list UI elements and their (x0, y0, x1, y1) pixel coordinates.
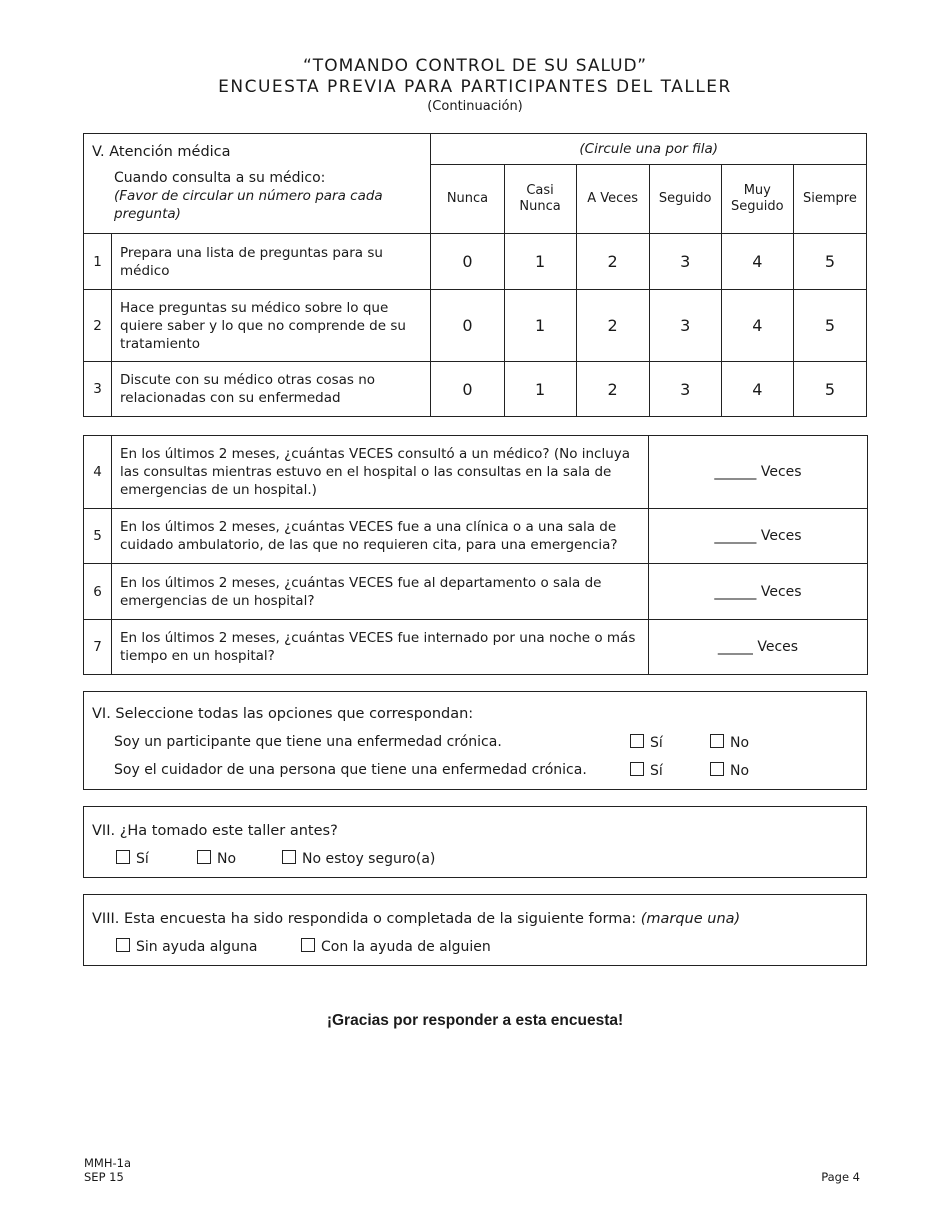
rating-option[interactable]: 0 (431, 362, 504, 417)
rating-option[interactable]: 1 (504, 290, 576, 362)
table-row (84, 620, 868, 675)
rating-option[interactable]: 5 (793, 290, 866, 362)
no-option[interactable]: No (710, 734, 749, 751)
document-title: “TOMANDO CONTROL DE SU SALUD” (303, 56, 647, 76)
section6-title: VI. Seleccione todas las opciones que correspondan: (92, 706, 474, 722)
section5-header (84, 134, 431, 234)
yes-option[interactable]: Sí (630, 734, 663, 751)
column-header: A Veces (576, 165, 649, 234)
document-subtitle: ENCUESTA PREVIA PARA PARTICIPANTES DEL TALLER (218, 77, 732, 97)
rating-option[interactable]: 3 (649, 290, 721, 362)
section7-title: VII. ¿Ha tomado este taller antes? (92, 823, 338, 839)
question-text: En los últimos 2 meses, ¿cuántas VECES fue a una clínica o a una sala de cuidado ambulatorio, de las que no requieren cita, para una emergencia? (112, 509, 649, 564)
table-row (84, 564, 868, 620)
times-answer-field[interactable]: _____ Veces (649, 620, 868, 675)
footer-form-info (84, 1156, 131, 1184)
option-no[interactable]: No (197, 850, 236, 867)
table-row (84, 509, 868, 564)
times-answer-field[interactable]: ______ Veces (649, 509, 868, 564)
question-text: En los últimos 2 meses, ¿cuántas VECES consultó a un médico? (No incluya las consultas mientras estuvo en el hospital o las consultas en la sala de emergencias de un hospital.) (112, 436, 649, 509)
section8-box (83, 894, 867, 966)
continued-label: (Continuación) (427, 99, 523, 114)
rating-option[interactable]: 5 (793, 234, 866, 290)
rating-option[interactable]: 3 (649, 362, 721, 417)
checkbox[interactable] (630, 734, 644, 748)
rating-option[interactable]: 4 (721, 234, 793, 290)
row-number: 7 (84, 620, 112, 675)
section6-item-text: Soy un participante que tiene una enfermedad crónica. (114, 734, 502, 750)
option-yes[interactable]: Sí (116, 850, 149, 867)
question-text: Hace preguntas su médico sobre lo que quiere saber y lo que no comprende de su tratamiento (112, 290, 431, 362)
option-with-help[interactable]: Con la ayuda de alguien (301, 938, 491, 955)
checkbox[interactable] (630, 762, 644, 776)
circle-instruction: (Circule una por fila) (431, 134, 867, 165)
column-header: Nunca (431, 165, 504, 234)
checkbox[interactable] (197, 850, 211, 864)
column-header: Casi Nunca (504, 165, 576, 234)
row-number: 6 (84, 564, 112, 620)
column-header: Siempre (793, 165, 866, 234)
checkbox[interactable] (116, 850, 130, 864)
form-code: MMH-1a (84, 1156, 132, 1170)
medical-care-table (83, 133, 867, 417)
rating-option[interactable]: 4 (721, 290, 793, 362)
no-option[interactable]: No (710, 762, 749, 779)
section5-title: V. Atención médica (92, 144, 231, 160)
section6-box (83, 691, 867, 790)
section7-box (83, 806, 867, 878)
section8-title: VIII. Esta encuesta ha sido respondida o completada de la siguiente forma: (marque una) (92, 911, 741, 927)
rating-option[interactable]: 0 (431, 234, 504, 290)
yes-option[interactable]: Sí (630, 762, 663, 779)
section5-note: (Favor de circular un número para cada pregunta) (114, 188, 383, 222)
thank-you-message: ¡Gracias por responder a esta encuesta! (326, 1012, 624, 1029)
checkbox[interactable] (710, 734, 724, 748)
column-header: Muy Seguido (721, 165, 793, 234)
table-row (84, 290, 867, 362)
question-text: Prepara una lista de preguntas para su médico (112, 234, 431, 290)
document-header (0, 56, 950, 115)
row-number: 3 (84, 362, 112, 417)
visits-table (83, 435, 868, 675)
rating-option[interactable]: 3 (649, 234, 721, 290)
rating-option[interactable]: 2 (576, 362, 649, 417)
option-not-sure[interactable]: No estoy seguro(a) (282, 850, 435, 867)
rating-option[interactable]: 1 (504, 362, 576, 417)
rating-option[interactable]: 0 (431, 290, 504, 362)
checkbox[interactable] (301, 938, 315, 952)
table-row (84, 436, 868, 509)
section5-subtitle: Cuando consulta a su médico: (114, 170, 326, 186)
table-row (84, 362, 867, 417)
rating-option[interactable]: 1 (504, 234, 576, 290)
question-text: Discute con su médico otras cosas no relacionadas con su enfermedad (112, 362, 431, 417)
rating-option[interactable]: 2 (576, 290, 649, 362)
table-row (84, 234, 867, 290)
form-date: SEP 15 (84, 1170, 124, 1184)
times-answer-field[interactable]: ______ Veces (649, 436, 868, 509)
checkbox[interactable] (282, 850, 296, 864)
checkbox[interactable] (116, 938, 130, 952)
section8-title-note: (marque una) (640, 911, 741, 927)
row-number: 2 (84, 290, 112, 362)
row-number: 4 (84, 436, 112, 509)
section6-item-text: Soy el cuidador de una persona que tiene una enfermedad crónica. (114, 762, 587, 778)
column-header: Seguido (649, 165, 721, 234)
times-answer-field[interactable]: ______ Veces (649, 564, 868, 620)
option-without-help[interactable]: Sin ayuda alguna (116, 938, 257, 955)
rating-option[interactable]: 5 (793, 362, 866, 417)
rating-option[interactable]: 4 (721, 362, 793, 417)
question-text: En los últimos 2 meses, ¿cuántas VECES fue internado por una noche o más tiempo en un hospital? (112, 620, 649, 675)
rating-option[interactable]: 2 (576, 234, 649, 290)
question-text: En los últimos 2 meses, ¿cuántas VECES fue al departamento o sala de emergencias de un hospital? (112, 564, 649, 620)
page-number: Page 4 (821, 1170, 860, 1184)
checkbox[interactable] (710, 762, 724, 776)
row-number: 1 (84, 234, 112, 290)
row-number: 5 (84, 509, 112, 564)
